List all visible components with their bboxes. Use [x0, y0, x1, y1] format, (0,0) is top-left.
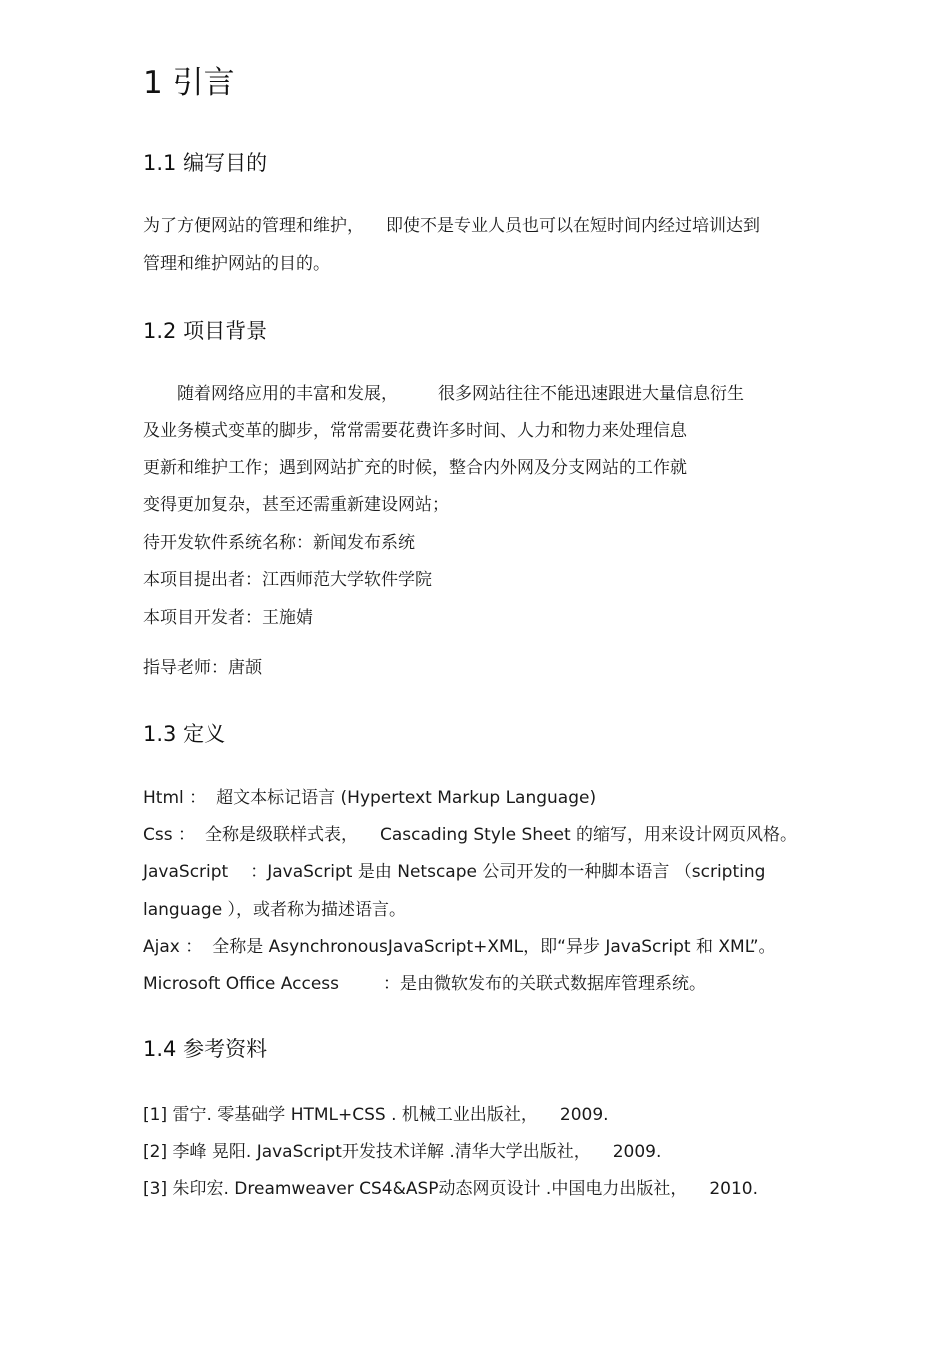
section-title-purpose: 1.1 编写目的 [143, 151, 268, 175]
reference-item [143, 1103, 609, 1127]
reference-year: 2009. [559, 1105, 609, 1125]
reference-text: [1] 雷宁. 零基础学 HTML+CSS . 机械工业出版社， [143, 1105, 538, 1125]
definition: Cascading Style Sheet 的缩写，用来设计网页风格。 [380, 825, 798, 845]
reference-item [143, 1140, 661, 1164]
paragraph-line: 管理和维护网站的目的。 [143, 254, 330, 274]
term: JavaScript [143, 862, 229, 882]
paragraph-line: 指导老师：唐颉 [143, 658, 262, 678]
term: Css ： [143, 825, 195, 845]
paragraph-line [177, 382, 744, 406]
text-segment: 为了方便网站的管理和维护， [143, 216, 364, 236]
definition-line: language ），或者称为描述语言。 [143, 900, 407, 920]
paragraph-line: 及业务模式变革的脚步，常常需要花费许多时间、人力和物力来处理信息 [143, 421, 687, 441]
reference-year: 2010. [709, 1179, 759, 1199]
text-segment: 很多网站往往不能迅速跟进大量信息衍生 [438, 384, 744, 404]
definition: 超文本标记语言 (Hypertext Markup Language) [216, 788, 597, 808]
definition-line [143, 860, 765, 884]
reference-text: [3] 朱印宏. Dreamweaver CS4&ASP动态网页设计 .中国电力出版社， [143, 1179, 688, 1199]
paragraph-line: 变得更加复杂，甚至还需重新建设网站； [143, 495, 449, 515]
paragraph-line: 更新和维护工作；遇到网站扩充的时候，整合内外网及分支网站的工作就 [143, 458, 687, 478]
paragraph-line [143, 214, 760, 238]
reference-text: [2] 李峰 晃阳. JavaScript开发技术详解 .清华大学出版社， [143, 1142, 591, 1162]
paragraph-line: 待开发软件系统名称：新闻发布系统 [143, 533, 415, 553]
paragraph-line: 本项目提出者：江西师范大学软件学院 [143, 570, 432, 590]
text-segment: 随着网络应用的丰富和发展， [177, 384, 398, 404]
definition-line [143, 972, 706, 996]
definition: ：JavaScript 是由 Netscape 公司开发的一种脚本语言 （scripting [250, 862, 766, 882]
section-title-background: 1.2 项目背景 [143, 319, 268, 343]
definition-line [143, 823, 797, 847]
chapter-title: 1 引言 [143, 65, 235, 101]
definition: 全称是级联样式表， [205, 825, 358, 845]
definition-line [143, 786, 596, 810]
paragraph-line: 本项目开发者：王施婧 [143, 608, 313, 628]
term: Ajax ： [143, 937, 203, 957]
text-segment: 即使不是专业人员也可以在短时间内经过培训达到 [386, 216, 760, 236]
reference-year: 2009. [612, 1142, 662, 1162]
definition: 全称是 AsynchronousJavaScript+XML，即“异步 JavaScript 和 XML”。 [212, 937, 776, 957]
term: Microsoft Office Access [143, 974, 339, 994]
term: Html ： [143, 788, 207, 808]
definition: ：是由微软发布的关联式数据库管理系统。 [383, 974, 706, 994]
reference-item [143, 1177, 758, 1201]
section-title-references: 1.4 参考资料 [143, 1037, 268, 1061]
section-title-definitions: 1.3 定义 [143, 722, 226, 746]
definition-line [143, 935, 776, 959]
